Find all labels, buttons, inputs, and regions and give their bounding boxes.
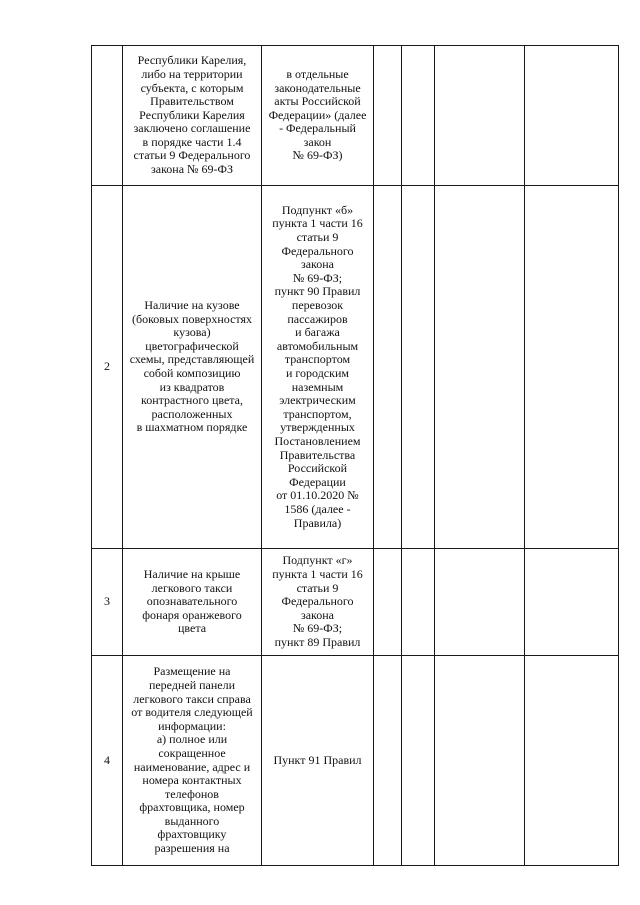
text-line: (боковых поверхностях <box>131 311 253 326</box>
text-line: транспортом <box>284 352 351 367</box>
empty-cell <box>525 186 619 549</box>
text-line: субъекта, с которым <box>140 80 244 95</box>
text-line: Постановлением <box>274 433 361 448</box>
text-line: электрическим <box>279 393 356 408</box>
text-line: статьи 9 <box>296 580 339 595</box>
text-line: закона <box>300 607 335 622</box>
text-line: Наличие на кузове <box>144 298 240 313</box>
text-line: автомобильным <box>276 338 359 353</box>
text-line: пункт 90 Правил <box>274 284 361 299</box>
text-line: схемы, представляющей <box>129 352 255 367</box>
text-line: кузова) <box>173 325 211 340</box>
empty-cell <box>435 656 525 866</box>
text-line: наземным <box>291 379 344 394</box>
empty-cell <box>525 46 619 186</box>
text-line: законодательные <box>274 80 361 95</box>
text-line: сокращенное <box>158 745 226 760</box>
text-line: расположенных <box>151 406 233 421</box>
text-line: контрастного цвета, <box>140 393 244 408</box>
text-line: от 01.10.2020 № <box>276 488 359 503</box>
empty-cell <box>402 46 435 186</box>
empty-cell <box>374 549 402 656</box>
text-line: закона № 69-ФЗ <box>151 162 233 177</box>
legal-basis-cell <box>262 46 374 186</box>
table-row <box>92 186 619 549</box>
text-line: фонаря оранжевого <box>142 607 242 622</box>
text-line: Подпункт «б» <box>281 202 354 217</box>
text-line: статьи 9 <box>296 230 339 245</box>
text-line: пункт 89 Правил <box>274 634 361 649</box>
requirement-cell <box>123 656 262 866</box>
empty-cell <box>374 656 402 866</box>
table-row <box>92 46 619 186</box>
text-line: Размещение на <box>153 664 231 679</box>
table-row <box>92 656 619 866</box>
text-line: либо на территории <box>141 66 243 81</box>
text-line: Правительством <box>150 94 234 109</box>
text-line: и багажа <box>295 325 340 340</box>
empty-cell <box>402 549 435 656</box>
text-line: номера контактных <box>142 773 242 788</box>
row-number: 4 <box>92 656 123 866</box>
text-line: закона <box>300 257 335 272</box>
text-line: статьи 9 Федерального <box>133 148 251 163</box>
text-line: Федерации» (далее <box>268 107 367 122</box>
text-line: Правительства <box>279 447 356 462</box>
text-line: от водителя следующей <box>131 705 253 720</box>
text-line: Пункт 91 Правил <box>273 752 362 767</box>
legal-basis-cell <box>262 186 374 549</box>
text-line: фрахтовщику <box>157 827 227 842</box>
text-line: информации: <box>158 718 226 733</box>
text-line: № 69-ФЗ) <box>292 148 343 163</box>
text-line: легкового такси <box>151 580 233 595</box>
text-line: пункта 1 части 16 <box>272 567 363 582</box>
empty-cell <box>374 186 402 549</box>
legal-basis-cell <box>262 656 374 866</box>
empty-cell <box>525 656 619 866</box>
empty-cell <box>374 46 402 186</box>
text-line: закон <box>303 134 332 149</box>
text-line: собой композицию <box>143 366 241 380</box>
text-line: Российской <box>287 461 348 476</box>
table-row <box>92 549 619 656</box>
text-line: заключено соглашение <box>133 121 251 136</box>
text-line: цветографической <box>145 338 239 353</box>
text-line: и городским <box>286 366 349 380</box>
text-line: пункта 1 части 16 <box>272 216 363 231</box>
text-line: Наличие на крыше <box>143 567 241 582</box>
empty-cell <box>435 549 525 656</box>
requirement-cell <box>123 186 262 549</box>
text-line: № 69-ФЗ; <box>292 270 343 285</box>
text-line: Подпункт «г» <box>282 553 353 568</box>
empty-cell <box>402 186 435 549</box>
text-line: передней панели <box>148 677 236 692</box>
text-line: а) полное или <box>156 732 228 747</box>
text-line: в отдельные <box>286 66 349 81</box>
empty-cell <box>525 549 619 656</box>
empty-cell <box>435 46 525 186</box>
text-line: легкового такси справа <box>133 691 251 706</box>
text-line: цвета <box>177 621 207 636</box>
requirement-cell <box>123 46 262 186</box>
text-line: акты Российской <box>274 94 361 109</box>
requirement-cell <box>123 549 262 656</box>
text-line: фрахтовщика, номер <box>139 800 245 815</box>
text-line: в порядке части 1.4 <box>142 134 242 149</box>
text-line: из квадратов <box>159 379 225 394</box>
text-line: пассажиров <box>287 311 348 326</box>
text-line: наименование, адрес и <box>133 759 251 774</box>
row-number <box>92 46 123 186</box>
text-line: телефонов <box>165 786 219 801</box>
text-line: опознавательного <box>146 594 238 609</box>
text-line: Федерации <box>289 474 346 489</box>
text-line: Республики Карелия <box>139 107 245 122</box>
text-line: транспортом, <box>283 406 352 421</box>
requirements-table <box>91 45 619 866</box>
text-line: 1586 (далее - <box>284 501 351 516</box>
empty-cell <box>402 656 435 866</box>
text-line: Республики Карелия, <box>137 53 247 68</box>
legal-basis-cell <box>262 549 374 656</box>
text-line: в шахматном порядке <box>136 420 248 435</box>
text-line: утвержденных <box>280 420 355 435</box>
text-line: Федерального <box>281 243 354 258</box>
text-line: разрешения на <box>154 841 230 856</box>
empty-cell <box>435 186 525 549</box>
text-line: № 69-ФЗ; <box>292 621 343 636</box>
row-number: 2 <box>92 186 123 549</box>
text-line: выданного <box>164 813 220 828</box>
text-line: - Федеральный <box>279 121 356 136</box>
row-number: 3 <box>92 549 123 656</box>
text-line: Правила) <box>293 515 342 530</box>
text-line: Федерального <box>281 594 354 609</box>
text-line: перевозок <box>291 298 344 313</box>
